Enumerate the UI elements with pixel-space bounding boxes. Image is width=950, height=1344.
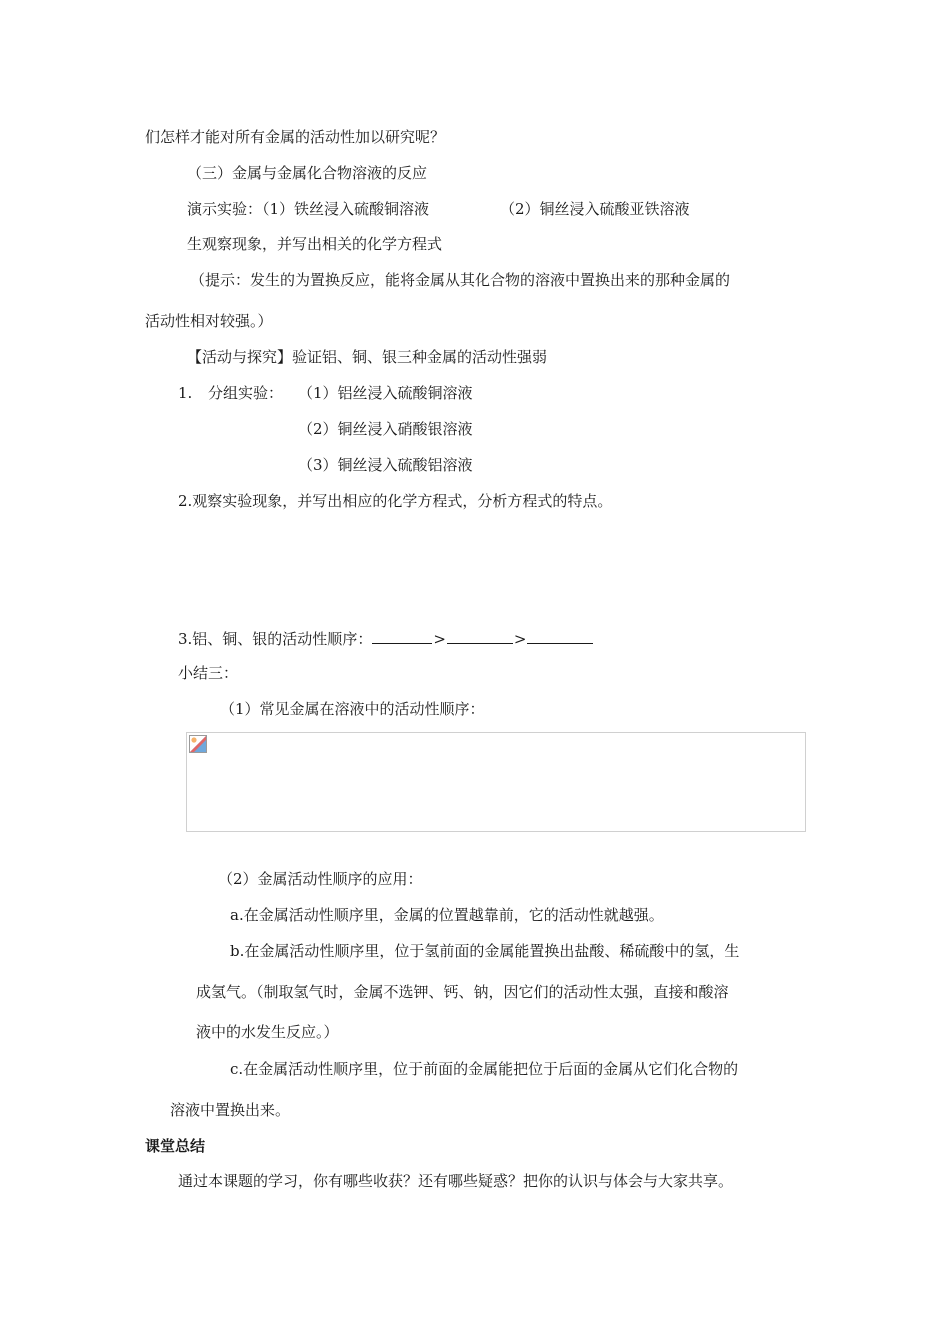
application-b-line-1: b.在金属活动性顺序里，位于氢前面的金属能置换出盐酸、稀硫酸中的氢，生 [230, 942, 740, 960]
broken-image-icon [189, 735, 207, 753]
activity-order-title: （1）常见金属在溶液中的活动性顺序： [220, 700, 485, 718]
section-3-title: （三）金属与金属化合物溶液的反应 [187, 164, 428, 182]
greater-than-symbol: > [433, 630, 446, 648]
application-b-line-2: 成氢气。（制取氢气时，金属不选钾、钙、钠，因它们的活动性太强，直接和酸溶 [196, 983, 729, 1001]
greater-than-symbol: > [513, 630, 527, 648]
application-title: （2）金属活动性顺序的应用： [218, 870, 423, 888]
application-b-line-3: 液中的水发生反应。） [196, 1023, 339, 1041]
observe-instruction: 生观察现象，并写出相关的化学方程式 [187, 235, 443, 253]
group-experiment-2: （2）铜丝浸入硝酸银溶液 [298, 420, 473, 438]
answer-blank-1[interactable] [372, 628, 432, 644]
application-c-line-2: 溶液中置换出来。 [170, 1101, 291, 1119]
activity-order-question [178, 628, 593, 649]
summary-3-title: 小结三： [178, 664, 239, 682]
demo-label: 演示实验： [187, 200, 263, 218]
demo-experiment-1: （1）铁丝浸入硫酸铜溶液 [262, 200, 430, 218]
activity-title: 【活动与探究】验证铝、铜、银三种金属的活动性强弱 [187, 348, 548, 366]
group-experiment-label: 分组实验： [208, 384, 284, 402]
demo-experiment-2: （2）铜丝浸入硫酸亚铁溶液 [500, 200, 690, 218]
application-a: a.在金属活动性顺序里，金属的位置越靠前，它的活动性就越强。 [230, 906, 664, 924]
class-summary-title: 课堂总结 [145, 1137, 206, 1155]
answer-blank-3[interactable] [527, 628, 593, 644]
order-question-label: 3.铝、铜、银的活动性顺序： [178, 630, 373, 648]
group-item-number: 1. [178, 384, 193, 402]
demo-experiment-line [187, 199, 429, 219]
hint-line-2: 活动性相对较强。） [145, 312, 273, 330]
answer-blank-2[interactable] [447, 628, 513, 644]
hint-line-1: （提示：发生的为置换反应，能将金属从其化合物的溶液中置换出来的那种金属的 [190, 271, 731, 289]
intro-text: 们怎样才能对所有金属的活动性加以研究呢？ [145, 128, 446, 146]
group-experiment-3: （3）铜丝浸入硫酸铝溶液 [298, 456, 473, 474]
class-summary-text: 通过本课题的学习，你有哪些收获？还有哪些疑惑？把你的认识与体会与大家共享。 [178, 1172, 734, 1190]
group-experiment-1: （1）铝丝浸入硫酸铜溶液 [298, 384, 473, 402]
application-c-line-1: c.在金属活动性顺序里，位于前面的金属能把位于后面的金属从它们化合物的 [230, 1060, 739, 1078]
activity-order-image [186, 732, 806, 832]
item-2-observe: 2.观察实验现象，并写出相应的化学方程式，分析方程式的特点。 [178, 492, 613, 510]
